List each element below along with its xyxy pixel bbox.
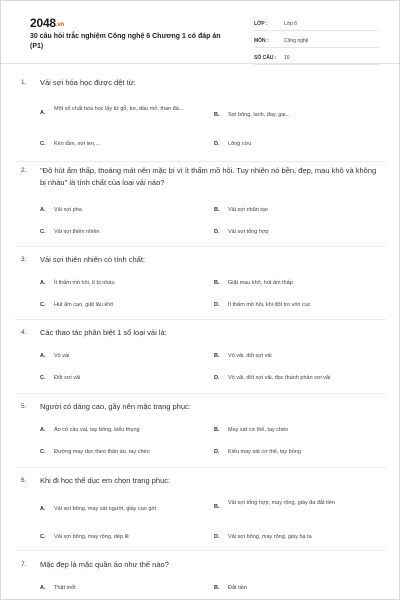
option-c[interactable]	[40, 140, 205, 149]
site-logo[interactable]	[30, 16, 64, 30]
option-letter: B.	[214, 207, 220, 213]
option-letter: A.	[40, 427, 46, 433]
meta-row-count	[254, 51, 379, 65]
option-text: Một số chất hóa học lấy từ gỗ, tre, dầu mỏ, than đá...	[54, 106, 184, 112]
question-number: 6.	[21, 477, 27, 484]
option-text: Đốt sợi vải	[54, 375, 81, 381]
option-text: Lông cừu	[228, 141, 252, 147]
option-b[interactable]	[214, 426, 379, 435]
option-text: Vải sợi bông, may sát người, giày cao gót	[54, 506, 157, 512]
option-letter: B.	[214, 504, 220, 510]
option-text: Áo có cầu vai, tay bồng, kiểu thụng	[54, 427, 140, 433]
question-number: 1.	[21, 79, 27, 86]
option-d[interactable]	[214, 448, 379, 457]
question-text: Khi đi học thể dục em chọn trang phục:	[40, 476, 171, 485]
option-letter: B.	[214, 427, 220, 433]
option-text: Giặt mau khô, hút ẩm thấp	[228, 280, 293, 286]
question-text: Mặc đẹp là mặc quần áo như thế nào?	[40, 560, 169, 569]
option-letter: A.	[40, 280, 46, 286]
option-c[interactable]	[40, 374, 205, 383]
option-letter: D.	[214, 449, 220, 455]
option-a[interactable]	[40, 206, 205, 215]
option-c[interactable]	[40, 228, 205, 237]
option-d[interactable]	[214, 374, 379, 383]
question-number: 3.	[21, 256, 27, 263]
option-text: Vò vải, đốt sợi vải, đọc thành phần sợi vải	[228, 375, 331, 381]
meta-label: SỐ CÂU :	[254, 54, 277, 61]
option-letter: D.	[214, 302, 220, 308]
divider	[15, 393, 386, 394]
meta-info	[254, 17, 379, 68]
option-letter: B.	[214, 112, 220, 118]
meta-value: Lớp 6	[284, 20, 298, 27]
option-text: Vải sợi tổng hợp, may rộng, giày da đắt tiền	[228, 500, 335, 506]
option-letter: B.	[214, 585, 220, 591]
option-b[interactable]	[214, 584, 379, 593]
option-a[interactable]	[40, 584, 205, 593]
option-letter: A.	[40, 353, 46, 359]
option-letter: C.	[40, 141, 46, 147]
option-a[interactable]	[40, 279, 205, 288]
option-letter: D.	[214, 229, 220, 235]
option-text: Kiểu may sát cơ thể, tay bồng	[228, 449, 302, 455]
option-letter: A.	[40, 585, 46, 591]
option-letter: C.	[40, 229, 46, 235]
option-text: Vò vải	[54, 353, 70, 359]
option-d[interactable]	[214, 533, 379, 542]
option-text: Kén tằm, sợi len,...	[54, 141, 101, 147]
meta-row-class	[254, 17, 379, 31]
question-number: 7.	[21, 561, 27, 568]
option-letter: A.	[40, 506, 46, 512]
option-c[interactable]	[40, 448, 205, 457]
option-letter: C.	[40, 375, 46, 381]
question-text: Vải sợi thiên nhiên có tính chất:	[40, 255, 145, 264]
option-letter: A.	[40, 110, 46, 116]
divider	[15, 246, 386, 247]
logo-text: 2048	[30, 16, 56, 30]
question-number: 4.	[21, 329, 27, 336]
logo-suffix: .vn	[55, 22, 64, 28]
meta-label: LỚP :	[254, 20, 268, 27]
option-text: Ít thấm mồ hôi, khi đốt tro vón cục	[228, 302, 311, 308]
option-a[interactable]	[40, 105, 205, 118]
option-d[interactable]	[214, 140, 379, 149]
option-text: Đường may dọc theo thân áo, tay chéo	[54, 449, 150, 455]
option-a[interactable]	[40, 505, 205, 514]
option-d[interactable]	[214, 228, 379, 237]
option-a[interactable]	[40, 426, 205, 435]
option-d[interactable]	[214, 301, 379, 310]
question-text: Người có dáng cao, gầy nên mặc trang phục:	[40, 402, 191, 411]
divider	[15, 467, 386, 468]
option-letter: C.	[40, 302, 46, 308]
option-c[interactable]	[40, 533, 205, 542]
option-b[interactable]	[214, 206, 379, 215]
divider	[15, 550, 386, 551]
divider	[15, 161, 386, 162]
question-text: Vải sợi hóa học được dệt từ:	[40, 78, 136, 87]
option-text: Vải sợi thiên nhiên	[54, 229, 100, 235]
divider	[15, 319, 386, 320]
option-text: Vò vải, đốt sợi vải	[228, 353, 272, 359]
option-text: Vải sợi tổng hợp	[228, 229, 269, 235]
option-text: Ít thấm mồ hôi, ít bị nhàu	[54, 280, 115, 286]
option-text: Đắt tiền	[228, 585, 247, 591]
meta-row-subject	[254, 34, 379, 48]
option-text: Vải sợi bông, may rộng, dép lê	[54, 534, 129, 540]
option-b[interactable]	[214, 499, 379, 512]
meta-label: MÔN :	[254, 37, 269, 44]
meta-value: Công nghệ	[284, 37, 309, 44]
option-b[interactable]	[214, 111, 379, 120]
option-text: Sợi bông, lanh, đay, gai...	[228, 112, 291, 118]
question-number: 2.	[21, 167, 27, 174]
option-text: Hút ẩm cao, giặt lâu khô	[54, 302, 114, 308]
option-letter: C.	[40, 449, 46, 455]
option-text: Vải sợi pha	[54, 207, 82, 213]
option-c[interactable]	[40, 301, 205, 310]
option-letter: B.	[214, 353, 220, 359]
option-a[interactable]	[40, 352, 205, 361]
document-header	[1, 1, 399, 64]
option-letter: D.	[214, 375, 220, 381]
option-text: Vải sợi nhân tạo	[228, 207, 268, 213]
option-text: Vải sợi bông, may rộng, giày ba ta	[228, 534, 312, 540]
option-letter: D.	[214, 141, 220, 147]
question-text: "Độ hút ẩm thấp, thoáng mát nên mặc bí vì ít thấm mồ hôi. Tuy nhiên nó bền, đẹp, mau khô và không bị nhàu" là tính chất của loại vải nào?	[40, 166, 377, 187]
option-letter: C.	[40, 534, 46, 540]
option-letter: B.	[214, 280, 220, 286]
document-title: 30 câu hỏi trắc nghiệm Công nghệ 6 Chương 1 có đáp án (P1)	[30, 33, 221, 50]
option-text: Thật mốt	[54, 585, 76, 591]
option-letter: A.	[40, 207, 46, 213]
option-text: May sát cơ thể, tay chéo	[228, 427, 289, 433]
meta-value: 10	[284, 54, 290, 61]
option-letter: D.	[214, 534, 220, 540]
question-text: Các thao tác phân biệt 1 số loại vải là:	[40, 328, 167, 337]
option-b[interactable]	[214, 279, 379, 288]
question-number: 5.	[21, 403, 27, 410]
option-b[interactable]	[214, 352, 379, 361]
